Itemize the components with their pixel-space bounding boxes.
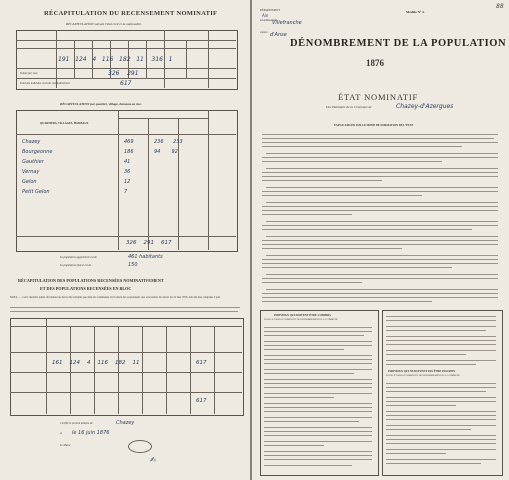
box-non-inscrits [382, 310, 503, 476]
main-title: DÉNOMBREMENT DE LA POPULATION [290, 38, 507, 49]
arrond-label: arrondissement [260, 19, 278, 22]
page-number: 88 [496, 3, 504, 10]
explications-title: EXPLICATIONS SUR LE MODE DE FORMATION DE L'ÉTAT [334, 124, 414, 127]
title-recap-bloc-2: ET DES POPULATIONS RECENSÉES EN BLOC [40, 286, 132, 291]
count-1: 186 [124, 149, 134, 155]
count-4: 12 [124, 179, 131, 185]
title-recap-bloc: RÉCAPITULATION DES POPULATIONS RECENSÉES NOMINATIVEMENT [18, 278, 164, 283]
certifie-commune: Chazey [116, 420, 135, 426]
pop-agglom-label: La population agglomérée est de [60, 256, 97, 259]
place-5: Petit Gelon [22, 189, 50, 195]
place-2: Gauthier [22, 159, 44, 165]
dept-label: DÉPARTEMENT [260, 9, 281, 12]
place-0: Chazey [22, 139, 41, 145]
count-2: 41 [124, 159, 131, 165]
etat-nominatif: ÉTAT NOMINATIF [338, 92, 419, 102]
count-5: 7 [124, 189, 128, 195]
col-quartiers: QUARTIERS, VILLAGES, HAMEAUX [40, 122, 89, 125]
arrond-ink: Villefranche [272, 20, 302, 26]
left-page: RÉCAPITULATION DU RECENSEMENT NOMINATIF RÉCAPITULATION suivant l'état civil et la nationalité. 191 124 4 116 182 11 316 1 Totaux par sexe 326 291 Total des individus recensés nominativement 617 RÉCAPITULATION par quartier, village, hameau ou rue. QUARTIERS, VILLAGES, HAMEAUX Chazey Bourgeonne Gauthier Vernay Gelon Petit Gelon 469 186 41 36 12 7 236 233 94 92 326 291 617 La population agglomérée est de 461 habitants La population éparse est de 150 RÉCAPITULATION DES POPULATIONS RECENSÉES NOMINATIVEMENT ET DES POPULATIONS RECENSÉES EN BLOC NOTA. — Cette dernière partie du tableau ne devra être remplie que dans les communes où il existe des populations qui, aux termes du décret du 31 mai 1876, doivent être comptées à part. 161 124 4 116 182 11 617 617 Certifié le présent tableau de Chazey A le 16 juin 1876 Le Maire ✍ [0, 0, 250, 480]
row-total-recenses: Total des individus recensés nominativement [20, 82, 70, 85]
pop-agglom-value: 461 habitants [128, 254, 163, 260]
modele-label: Modèle N° 4. [406, 10, 425, 14]
total-0: 326 [126, 240, 137, 246]
subtitle-etat-civil: RÉCAPITULATION suivant l'état civil et la nationalité. [66, 22, 142, 26]
certifie-label: Certifié le présent tableau de [60, 422, 93, 425]
dept-ink: Ain [262, 13, 269, 18]
bloc-total-1: 617 [196, 398, 207, 404]
count-0: 469 [124, 139, 134, 145]
place-1: Bourgeonne [22, 149, 53, 155]
habitants-ink: Chazey-d'Azergues [396, 103, 454, 110]
box-left-title: INDIVIDUS QUI DOIVENT ÊTRE COMPRIS [274, 314, 331, 317]
box-right-title: INDIVIDUS QUI NE DOIVENT PAS ÊTRE INSCRITS [388, 370, 456, 373]
canton-label: canton [260, 31, 268, 34]
mayor-seal [128, 440, 152, 453]
box-right-sub: DANS LE TABLEAU NOMINATIF DU DÉNOMBREMENT DE LA COMMUNE [386, 375, 460, 377]
date-ink: le 16 juin 1876 [72, 430, 110, 436]
signature: ✍ [150, 456, 156, 464]
total-1: 291 [143, 240, 154, 246]
subtitle-quartier: RÉCAPITULATION par quartier, village, hameau ou rue. [60, 102, 142, 106]
canton-ink: d'Anse [270, 32, 287, 38]
count-3: 36 [124, 169, 131, 175]
pop-eparse-label: La population éparse est de [60, 264, 92, 267]
nota: NOTA. — Cette dernière partie du tableau ne devra être remplie que dans les communes où il existe des populations qui, aux termes du décret du 31 mai 1876, doivent être comptées à part. [10, 296, 221, 299]
date-label: A [60, 432, 62, 435]
year: 1876 [366, 58, 384, 68]
bloc-total-0: 617 [196, 360, 207, 366]
habitants-label: Des Habitants de la Commune de [326, 105, 372, 109]
place-3: Vernay [22, 169, 40, 175]
box-left-sub: DANS LE TABLEAU NOMINATIF DU DÉNOMBREMENT DE LA COMMUNE [264, 319, 338, 321]
row-totaux: Totaux par sexe [20, 72, 38, 75]
total-2: 617 [161, 240, 172, 246]
maire-label: Le Maire [60, 444, 71, 447]
place-4: Gelon [22, 179, 37, 185]
right-page [252, 0, 509, 480]
pop-eparse-value: 150 [128, 262, 138, 268]
title-recapitulation: RÉCAPITULATION DU RECENSEMENT NOMINATIF [44, 10, 218, 17]
